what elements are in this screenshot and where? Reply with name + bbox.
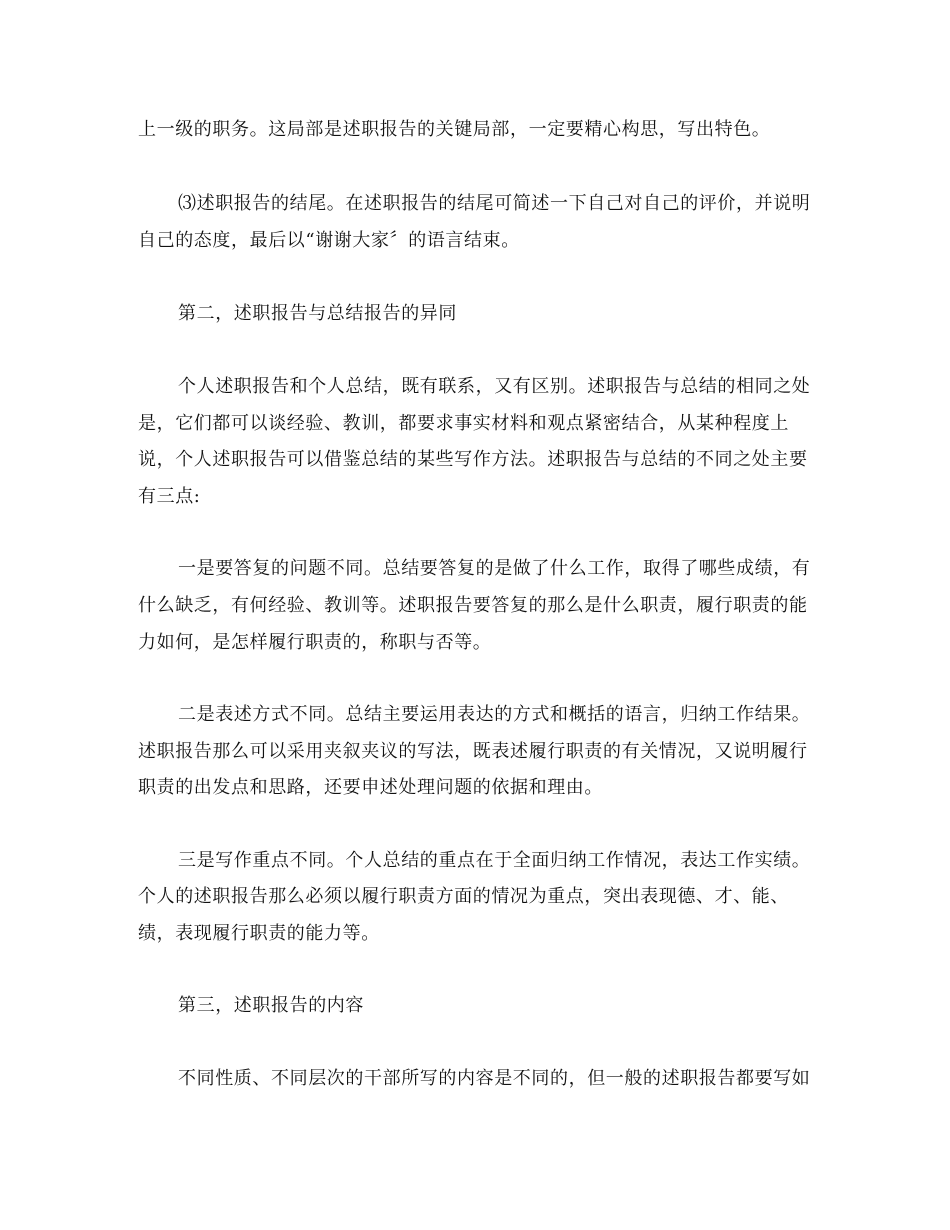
text-line: 职责的出发点和思路，还要申述处理问题的依据和理由。: [138, 777, 603, 798]
text-line: 绩，表现履行职责的能力等。: [138, 923, 380, 944]
text-line: 说，个人述职报告可以借鉴总结的某些写作方法。述职报告与总结的不同之处主要: [138, 449, 808, 470]
text-line: 个人的述职报告那么必须以履行职责方面的情况为重点，突出表现德、才、能、: [138, 886, 789, 907]
text-line: 什么缺乏，有何经验、教训等。述职报告要答复的那么是什么职责，履行职责的能: [138, 595, 808, 616]
text-line: 有三点:: [138, 486, 201, 507]
text-line: 二是表述方式不同。总结主要运用表达的方式和概括的语言，归纳工作结果。: [178, 704, 811, 725]
text-line: 上一级的职务。这局部是述职报告的关键局部，一定要精心构思，写出特色。: [138, 119, 771, 140]
text-line: 个人述职报告和个人总结，既有联系，又有区别。述职报告与总结的相同之处: [178, 376, 811, 397]
text-line: 不同性质、不同层次的干部所写的内容是不同的，但一般的述职报告都要写如: [178, 1068, 811, 1089]
section-heading: 第二，述职报告与总结报告的异同: [178, 303, 457, 324]
text-line: ⑶述职报告的结尾。在述职报告的结尾可简述一下自己对自己的评价，并说明: [178, 193, 811, 214]
section-heading: 第三，述职报告的内容: [178, 995, 364, 1016]
text-line: 三是写作重点不同。个人总结的重点在于全面归纳工作情况，表达工作实绩。: [178, 850, 811, 871]
text-line: 力如何，是怎样履行职责的，称职与否等。: [138, 632, 492, 653]
text-line: 自己的态度，最后以“谢谢大家〞的语言结束。: [138, 230, 520, 251]
text-line: 是，它们都可以谈经验、教训，都要求事实材料和观点紧密结合，从某种程度上: [138, 413, 789, 434]
text-line: 述职报告那么可以采用夹叙夹议的写法，既表述履行职责的有关情况，又说明履行: [138, 741, 808, 762]
text-line: 一是要答复的问题不同。总结要答复的是做了什么工作，取得了哪些成绩，有: [178, 558, 811, 579]
